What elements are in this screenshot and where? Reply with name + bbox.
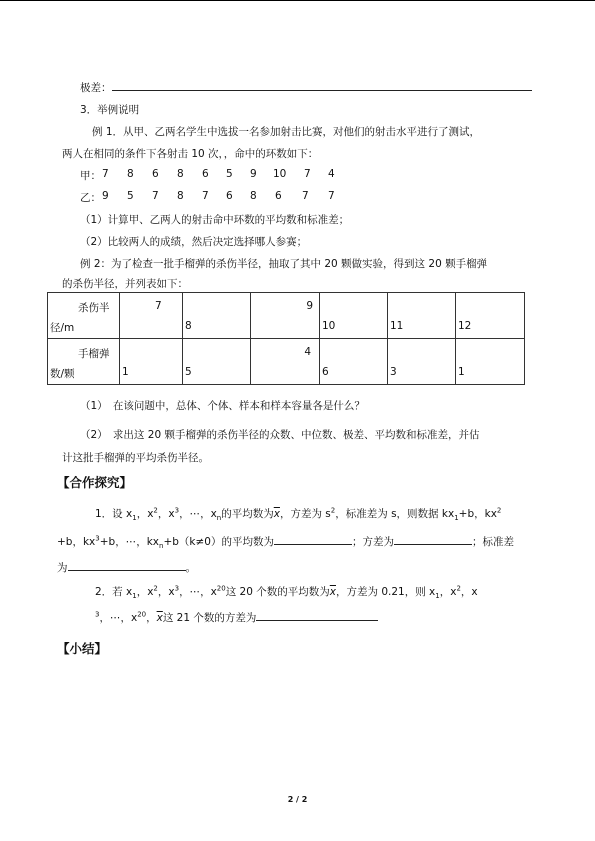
table-cell [456, 339, 525, 385]
coop2-superscript: 3 [95, 610, 100, 619]
coop1-text: 的平均数为 [221, 508, 274, 520]
mean-answer-blank[interactable] [274, 533, 352, 545]
example2-question2-line1: （2） 求出这 20 颗手榴弹的杀伤半径的众数、中位数、极差、平均数和标准差，并估 [80, 429, 480, 441]
table-header-cell [48, 293, 120, 339]
yi-score: 7 [328, 190, 335, 202]
coop2-superscript: 2 [153, 584, 158, 593]
jia-score: 6 [202, 168, 209, 180]
coop1-superscript: 2 [496, 506, 502, 515]
range-line [80, 79, 532, 95]
table-cell [388, 339, 456, 385]
coop2-text: 2．若 x [95, 586, 133, 598]
jia-scores-row [80, 168, 335, 183]
coop1-text: 1．设 x [95, 508, 133, 520]
example2-question2-line2: 计这批手榴弹的平均杀伤半径。 [62, 452, 209, 464]
table-cell-text: 8 [185, 320, 192, 332]
table-header-text: 径/m [50, 322, 75, 334]
example1-line2: 两人在相同的条件下各射击 10 次，，命中的环数如下： [62, 148, 319, 160]
jia-score: 8 [177, 168, 184, 180]
yi-scores-row [80, 190, 335, 205]
coop2-superscript: 2 [456, 584, 461, 593]
table-cell [456, 293, 525, 339]
yi-score: 6 [226, 190, 233, 202]
table-row [48, 339, 525, 385]
table-cell-text: 5 [185, 366, 192, 378]
table-cell-text: 1 [122, 366, 129, 378]
yi-score: 8 [250, 190, 257, 202]
jia-score: 10 [273, 168, 287, 180]
coop2-text: ，x [439, 586, 457, 598]
table-cell-text: 7 [155, 300, 162, 312]
coop2-superscript: 20 [216, 584, 226, 593]
coop1-text: 。 [185, 562, 196, 574]
jia-score: 5 [226, 168, 233, 180]
table-cell [183, 339, 251, 385]
table-cell [251, 293, 320, 339]
yi-score: 7 [302, 190, 309, 202]
yi-score: 7 [152, 190, 159, 202]
table-cell [120, 339, 183, 385]
coop2-text: ，⋯，x [99, 612, 138, 624]
coop1-text: ，x [136, 508, 154, 520]
jia-score: 7 [102, 168, 109, 180]
table-cell [251, 339, 320, 385]
example1-line1: 例 1．从甲、乙两名学生中选拔一名参加射击比赛，对他们的射击水平进行了测试， [92, 126, 481, 138]
coop2-line1 [95, 584, 478, 600]
table-cell-text: 10 [322, 320, 336, 332]
coop1-text: ；标准差 [471, 536, 514, 548]
jia-score: 4 [328, 168, 335, 180]
table-cell-text: 6 [322, 366, 329, 378]
coop1-text: ，⋯，x [179, 508, 217, 520]
yi-score: 9 [102, 190, 109, 202]
range-blank[interactable] [112, 79, 532, 91]
coop1-text: +b，kx [57, 536, 96, 548]
coop2-subscript: 1 [435, 592, 440, 601]
coop1-line2 [57, 533, 514, 550]
mean-symbol: $\overline{x}$ [156, 612, 163, 624]
yi-score: 8 [177, 190, 184, 202]
section3-title: 3．举例说明 [80, 104, 140, 116]
table-header-text: 手榴弹 [78, 348, 110, 360]
coop2-text: ， [146, 612, 157, 624]
coop1-superscript: 2 [330, 506, 336, 515]
yi-label: 乙： [80, 192, 101, 204]
coop1-superscript: 3 [174, 506, 180, 515]
coop1-line1 [95, 506, 501, 522]
table-cell [320, 339, 388, 385]
coop2-line2 [95, 609, 378, 625]
jia-score: 6 [152, 168, 159, 180]
mean-symbol: $\overline{x}$ [273, 508, 280, 520]
coop1-text: ；方差为 [351, 536, 394, 548]
yi-score: 7 [202, 190, 209, 202]
coop2-text: 这 21 个数的方差为 [162, 612, 257, 624]
coop1-line3 [57, 559, 196, 575]
coop2-superscript: 3 [174, 584, 180, 593]
table-cell-text: 3 [390, 366, 397, 378]
table-header-text: 杀伤半 [78, 302, 110, 314]
table-header-cell [48, 339, 120, 385]
coop2-text: ，方差为 0.21，则 x [335, 586, 436, 598]
example1-question2: （2）比较两人的成绩，然后决定选择哪人参赛； [80, 236, 308, 248]
example2-line1: 例 2：为了检查一批手榴弹的杀伤半径，抽取了其中 20 颗做实验，得到这 20 颗手榴弹 [80, 258, 488, 270]
table-cell-text: 1 [458, 366, 465, 378]
mean-symbol: $\overline{x}$ [329, 586, 336, 598]
grenade-radius-table [47, 292, 525, 385]
coop1-superscript: 3 [95, 534, 100, 543]
coop2-text: ，x [460, 586, 478, 598]
coop1-subscript: n [216, 514, 222, 523]
table-header-text: 数/颗 [50, 368, 75, 380]
coop1-text: ，方差为 s [279, 508, 331, 520]
summary-heading: 【小结】 [57, 641, 108, 656]
coop2-subscript: 1 [132, 592, 137, 601]
coop1-text: +b，kx [458, 508, 497, 520]
yi-score: 6 [275, 190, 282, 202]
coop2-text: ，⋯，x [179, 586, 217, 598]
coop1-text: +b（k≠0）的平均数为 [163, 536, 274, 548]
coop2-text: 这 20 个数的平均数为 [225, 586, 330, 598]
table-cell-text: 12 [458, 320, 472, 332]
coop2-text: ，x [136, 586, 154, 598]
coop1-superscript: 2 [153, 506, 158, 515]
page-number: 2 / 2 [287, 795, 308, 804]
variance-answer-blank[interactable] [394, 533, 472, 545]
table-row [48, 293, 525, 339]
range-label: 极差： [80, 82, 112, 94]
table-cell-text: 11 [390, 320, 404, 332]
jia-score: 9 [250, 168, 257, 180]
table-cell [388, 293, 456, 339]
coop2-superscript: 20 [137, 610, 147, 619]
std-answer-blank[interactable] [68, 559, 186, 571]
coop1-subscript: 1 [132, 514, 137, 523]
example1-question1: （1）计算甲、乙两人的射击命中环数的平均数和标准差； [80, 214, 350, 226]
coop1-subscript: 1 [454, 514, 459, 523]
jia-score: 7 [304, 168, 311, 180]
variance21-answer-blank[interactable] [256, 609, 378, 621]
table-cell [120, 293, 183, 339]
table-cell-text: 4 [304, 346, 311, 358]
example2-question1: （1） 在该问题中，总体、个体、样本和样本容量各是什么？ [80, 400, 365, 412]
coop1-text: ，x [157, 508, 175, 520]
table-cell-text: 9 [306, 300, 313, 312]
jia-label: 甲： [80, 170, 101, 182]
coop1-text: 为 [57, 562, 68, 574]
coop1-text: ，标准差为 s，则数据 kx [335, 508, 455, 520]
page-top-border [0, 0, 595, 1]
coop1-text: +b，⋯，kx [99, 536, 159, 548]
table-cell [320, 293, 388, 339]
coop2-text: ，x [157, 586, 175, 598]
coop1-subscript: n [159, 542, 164, 551]
yi-score: 5 [127, 190, 134, 202]
table-cell [183, 293, 251, 339]
example2-line2: 的杀伤半径，并列表如下： [62, 278, 188, 290]
jia-score: 8 [127, 168, 134, 180]
cooperative-inquiry-heading: 【合作探究】 [57, 475, 133, 490]
